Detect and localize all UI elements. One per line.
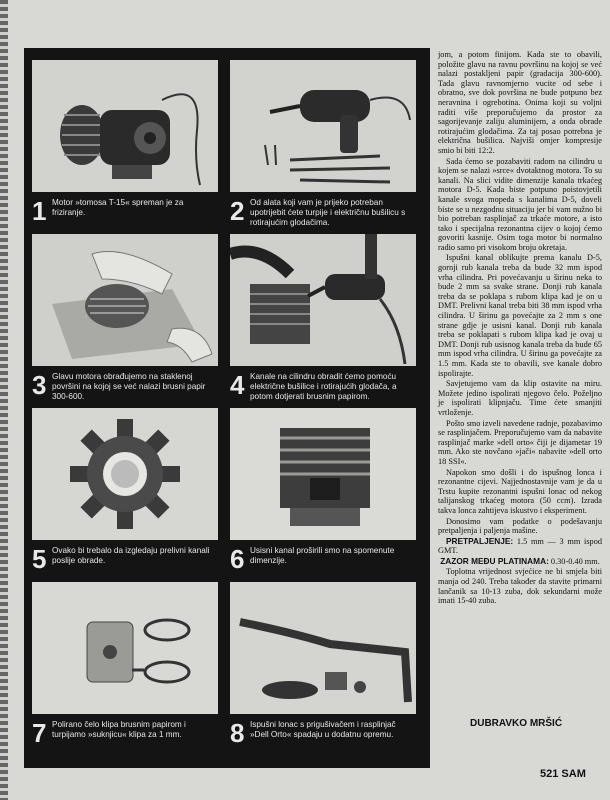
step-caption: Motor »tomosa T-15« spreman je za friziranje. <box>52 198 184 217</box>
photo-panel <box>24 48 430 768</box>
step-number: 4 <box>230 370 245 400</box>
article-paragraph: Napokon smo došli i do ispušnog lonca i rezonantne cijevi. Najjednostavnije vam je da u Trstu kupite rezonantni ispušni lonac od nekog talijanskog trkaćeg motora (50 ccm). Izrada takva lonca zahtijeva iskustvo i eksperiment. <box>438 467 602 515</box>
point-gap-label: ZAZOR MEĐU PLATINAMA: <box>440 555 549 566</box>
photo-head-sanding <box>32 234 218 366</box>
step-6 <box>222 402 418 580</box>
step-2 <box>222 54 418 232</box>
article-paragraph: jom, a potom finijom. Kada ste to obavili, položite glavu na ravnu površinu na kojoj se već nalazi postakljeni papir (gradacija 300-600). Tada glavu ravnomjerno vucite od sebe i obratno, sve dok površina ne bude potpuno bez neravnina i ogrebotina. Onima koji su voljni raditi više preporučujemo da prostor za sagorijevanje zaliju aluminijem, a onda obrade rotirajućim glodačima. Za taj posao potrebna je električna bušilica. Najviši omjer kompresije smio bi biti 12:2. <box>438 50 602 155</box>
article-paragraph: Savjetujemo vam da klip ostavite na miru. Možete jedino ispolirati njegovo čelo. Poželjno je ispolirati klipnjaču. Time ćete smanjiti vrtloženje. <box>438 379 602 417</box>
article-paragraph: Sada ćemo se pozabaviti radom na cilindru u kojem se nalazi »srce« dvotaktnog motora. To su kanali. Na slici vidite dimenzije kanala trkaćeg motora D-5. Kada biste potpuno poistovjetili kanale svoga mopeda s kanalima D-5, doveli biste se u nezgodnu situaciju jer bi vam nužno bi bio potreban rasplinjač za trkaće motore, a isto tako i specijalna rezonantna cijev o kojoj ćemo govoriti kasnije. Osim toga motor bi normalno radio samo pri visokom broju okretaja. <box>438 156 602 252</box>
step-caption: Ispušni lonac s prigušivačem i rasplinjač »Dell Orto« spadaju u dodatnu opremu. <box>250 720 396 739</box>
photo-piston <box>32 582 218 714</box>
ignition-timing <box>438 537 602 556</box>
step-3 <box>24 228 220 406</box>
photo-drill-cylinder <box>230 234 416 366</box>
article-paragraph: Toplotna vrijednost svjećice ne bi smjela biti manja od 240. Treba također da stavite primarni lančanik sa 10-13 zuba, dok sekundarni može imati 15-40 zuba. <box>438 567 602 606</box>
article-paragraph: Ispušni kanal oblikujte prema kanalu D-5, gornji rub kanala treba da bude 32 mm ispod vrha cilindra. Pri povećavanju u širinu neka to bude 2 mm sa svake strane. Donji rub kanala treba da se poklapa s rubom klipa kad je on u DMT. Prelivni kanal treba biti 38 mm ispod vrha cilindra. U širinu ga povećajte za 2 mm s one strane gdje je usisni kanal. Donji rub kanala treba se poklapati s rubom klipa kad je ovaj u DMT. Donji rub usisnog kanala treba da bude 65 mm ispod vrha cilindra. U širinu ga povećajte za 1.5 mm. Kada ste to obavili, sve kanale dobro ispolirajte. <box>438 253 602 378</box>
photo-cylinder-top <box>32 408 218 540</box>
step-8 <box>222 576 418 754</box>
step-number: 8 <box>230 718 245 748</box>
step-7 <box>24 576 220 754</box>
ignition-timing-value: 1.5 mm — 3 mm ispod GMT. <box>438 536 602 556</box>
photo-cylinder-side <box>230 408 416 540</box>
article-paragraph: Donosimo vam podatke o podešavanju pretpaljenja i paljenja mašine. <box>438 516 602 536</box>
page-number: 521 SAM <box>540 768 586 780</box>
point-gap <box>438 557 602 567</box>
article-column <box>438 50 602 766</box>
step-number: 2 <box>230 196 245 226</box>
photo-tools <box>230 60 416 192</box>
step-caption: Usisni kanal proširili smo na spomenute dimenzije. <box>250 546 395 565</box>
ignition-timing-label: PRETPALJENJE: <box>446 535 514 546</box>
step-4 <box>222 228 418 406</box>
step-caption: Polirano čelo klipa brusnim papirom i turpijamo »suknjicu« klipa za 1 mm. <box>52 720 186 739</box>
photo-engine <box>32 60 218 192</box>
step-caption: Glavu motora obrađujemo na staklenoj površini na kojoj se već nalazi brusni papir 300-600. <box>52 372 206 401</box>
step-number: 3 <box>32 370 47 400</box>
article-paragraph: Pošto smo izveli navedene radnje, pozabavimo se rasplinjačem. Preporučujemo vam da nabavite rasplinjač marke »dell orto« čiji je dijametar 19 mm. Ako ste novčano »jači« nabavite »dell orto 18 SSI«. <box>438 418 602 466</box>
binding-edge <box>0 0 8 800</box>
step-number: 1 <box>32 196 47 226</box>
photo-exhaust <box>230 582 416 714</box>
step-1 <box>24 54 220 232</box>
step-caption: Kanale na cilindru obradit ćemo pomoću električne bušilice i rotirajućih glodača, a potom dotjerati brusnim papirom. <box>250 372 397 401</box>
author-byline: DUBRAVKO MRŠIĆ <box>470 718 563 729</box>
step-number: 6 <box>230 544 245 574</box>
step-5 <box>24 402 220 580</box>
step-number: 5 <box>32 544 47 574</box>
step-caption: Ovako bi trebalo da izgledaju prelivni kanali poslije obrade. <box>52 546 210 565</box>
step-number: 7 <box>32 718 47 748</box>
step-caption: Od alata koji vam je prijeko potreban upotrijebit ćete turpije i električnu bušilicu s rotirajućim glodačima. <box>250 198 406 227</box>
point-gap-value: 0.30-0.40 mm. <box>548 556 600 566</box>
